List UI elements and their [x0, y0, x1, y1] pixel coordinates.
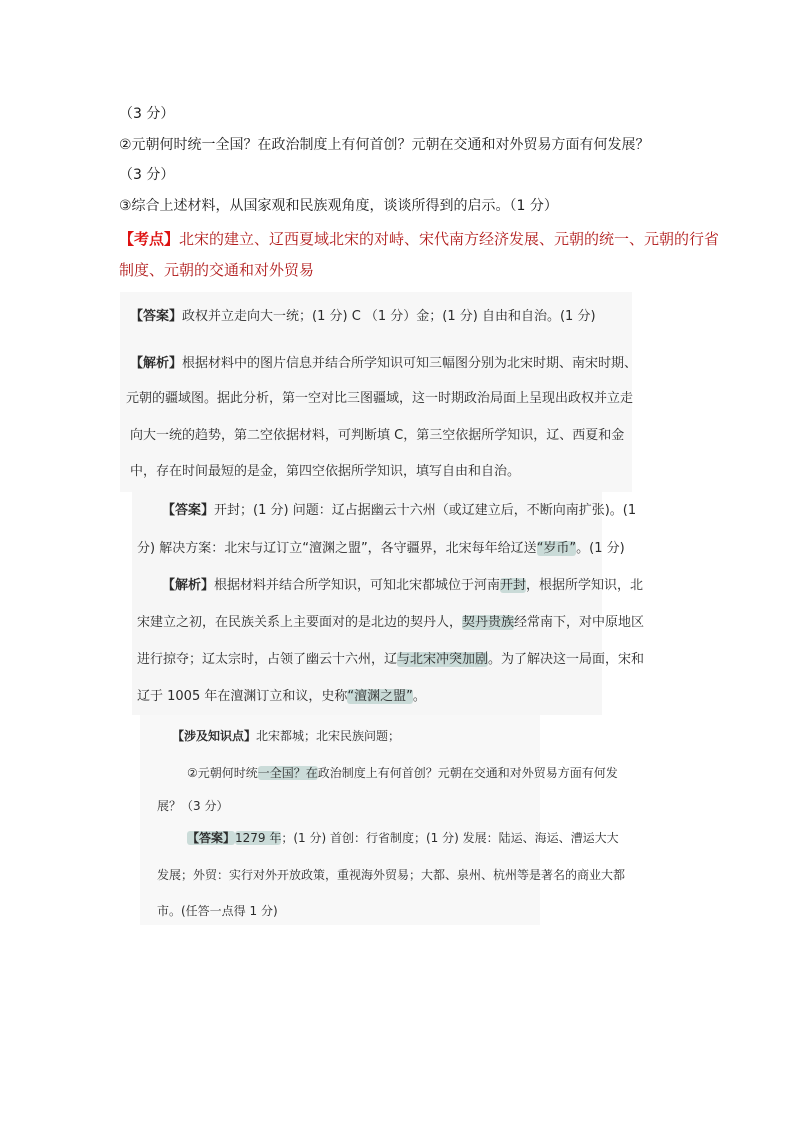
- analysis-text: 进行掠夺；辽太宗时，占领了幽云十六州，辽: [137, 652, 398, 667]
- analysis-text: 。为了解决这一局面，宋和: [488, 652, 645, 667]
- kaodian-label: 【考点】: [119, 230, 180, 248]
- answer-text: 分) 解决方案：北宋与辽订立“澶渊之盟”，各守疆界，北宋每年给辽送: [137, 541, 537, 556]
- analysis-text: 宋建立之初，在民族关系上主要面对的是北边的契丹人，: [137, 615, 463, 630]
- analysis-tag: 【解析】: [130, 356, 183, 371]
- kaodian-text: 北宋的建立、辽西夏域北宋的对峙、宋代南方经济发展、元朝的统一、元朝的行省: [179, 230, 720, 248]
- highlight-mark: 与北宋冲突加剧: [397, 652, 489, 667]
- scan-region-2: [132, 490, 602, 715]
- knowledge-point-line: [172, 727, 400, 744]
- highlight-mark: 契丹贵族: [462, 615, 515, 630]
- question-3: ③综合上述材料，从国家观和民族观角度，谈谈所得到的启示。（1 分）: [119, 198, 558, 214]
- score-label: （3 分）: [119, 106, 175, 122]
- analysis-line: [137, 611, 644, 630]
- analysis-text: 根据材料中的图片信息并结合所学知识可知三幅图分别为北宋时期、南宋时期、: [182, 356, 638, 371]
- answer-tag: 【答案】: [130, 309, 183, 324]
- analysis-line: [130, 352, 637, 371]
- answer-line: 市。(任答一点得 1 分): [157, 904, 278, 918]
- answer-line: [130, 305, 596, 324]
- kaodian-line-2: 制度、元朝的交通和对外贸易: [119, 261, 315, 279]
- answer-text: 。(1 分): [576, 541, 625, 556]
- analysis-line: [137, 648, 644, 667]
- answer-tag: 【答案】: [187, 831, 236, 845]
- analysis-line: 元朝的疆域图。据此分析，第一空对比三图疆域，这一时期政治局面上呈现出政权并立走: [126, 391, 634, 406]
- analysis-text: 。: [412, 689, 426, 704]
- analysis-text: ，根据所学知识，北: [526, 578, 644, 593]
- analysis-text: 根据材料并结合所学知识，可知北宋都城位于河南: [214, 578, 501, 593]
- highlight-mark: “澶渊之盟”: [347, 689, 413, 704]
- answer-tag: 【答案】: [162, 503, 215, 518]
- answer-line: 发展；外贸：实行对外开放政策，重视海外贸易；大都、泉州、杭州等是著名的商业大都: [157, 868, 626, 882]
- highlight-mark: 一全国？在: [257, 766, 318, 780]
- question-line: 展？（3 分）: [157, 799, 229, 813]
- highlight-mark: “岁币”: [536, 541, 577, 556]
- answer-text: 政权并立走向大一统；(1 分) C （1 分）金；(1 分) 自由和自治。(1 分): [182, 309, 596, 324]
- knowledge-point-tag: 【涉及知识点】: [172, 729, 257, 743]
- highlight-mark: 1279 年: [235, 831, 282, 845]
- answer-line: [137, 537, 625, 556]
- analysis-tag: 【解析】: [162, 578, 215, 593]
- kaodian-line-1: [119, 228, 719, 249]
- highlight-mark: 开封: [500, 578, 527, 593]
- analysis-line: [162, 574, 643, 593]
- question-2: ②元朝何时统一全国？在政治制度上有何首创？元朝在交通和对外贸易方面有何发展？: [119, 137, 650, 153]
- scan-region-3: [140, 715, 540, 925]
- answer-text: ；(1 分) 首创：行省制度；(1 分) 发展：陆运、海运、漕运大大: [281, 831, 619, 845]
- knowledge-point-text: 北宋都城；北宋民族问题；: [256, 729, 401, 743]
- analysis-text: 经常南下，对中原地区: [514, 615, 645, 630]
- analysis-line: 向大一统的趋势，第二空依据材料，可判断填 C，第三空依据所学知识，辽、西夏和金: [130, 428, 625, 443]
- score-label: （3 分）: [119, 167, 175, 183]
- question-line: [187, 764, 618, 781]
- answer-line: [187, 829, 619, 846]
- question-text: 政治制度上有何首创？元朝在交通和对外贸易方面有何发: [317, 766, 618, 780]
- analysis-line: 中，存在时间最短的是金，第四空依据所学知识，填写自由和自治。: [130, 464, 521, 479]
- answer-text: 开封；(1 分) 问题：辽占据幽云十六州（或辽建立后，不断向南扩张)。(1: [214, 503, 637, 518]
- question-text: ②元朝何时统: [187, 766, 258, 780]
- answer-line: [162, 499, 636, 518]
- analysis-text: 辽于 1005 年在澶渊订立和议，史称: [137, 689, 348, 704]
- analysis-line: [137, 685, 426, 704]
